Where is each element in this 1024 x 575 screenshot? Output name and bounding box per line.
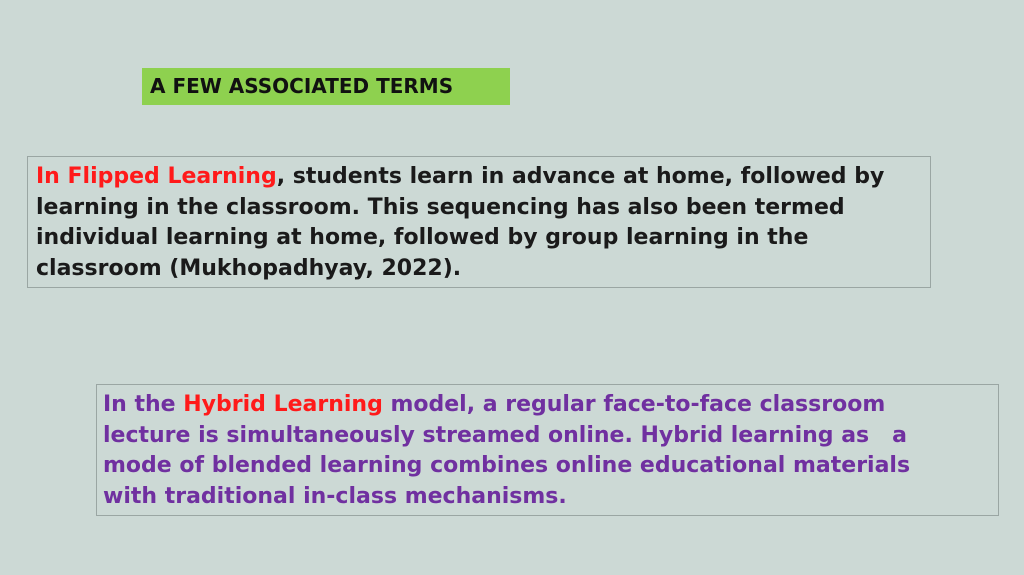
hybrid-line-4: with traditional in-class mechanisms. — [103, 483, 567, 509]
section-heading — [142, 68, 510, 105]
hybrid-learning-box — [96, 384, 999, 516]
hybrid-learning-term: Hybrid Learning — [183, 392, 383, 417]
hybrid-line-2: lecture is simultaneously streamed online. Hybrid learning as a — [103, 422, 907, 448]
flipped-line-3: individual learning at home, followed by group learning in the — [36, 225, 809, 250]
flipped-line-1 — [36, 162, 922, 193]
flipped-line-4: classroom (Mukhopadhyay, 2022). — [36, 255, 462, 281]
hybrid-line-3: mode of blended learning combines online educational materials — [103, 453, 911, 478]
hybrid-line-1-prefix: In the — [103, 392, 184, 417]
flipped-learning-box — [27, 156, 931, 288]
flipped-learning-term: In Flipped Learning — [36, 164, 277, 189]
hybrid-line-1-rest: model, a regular face-to-face classroom — [382, 392, 886, 417]
hybrid-line-1 — [103, 390, 992, 421]
flipped-line-2: learning in the classroom. This sequencing has also been termed — [36, 194, 845, 220]
section-heading-text: A FEW ASSOCIATED TERMS — [150, 74, 454, 98]
flipped-line-1-rest: , students learn in advance at home, followed by — [276, 164, 885, 189]
